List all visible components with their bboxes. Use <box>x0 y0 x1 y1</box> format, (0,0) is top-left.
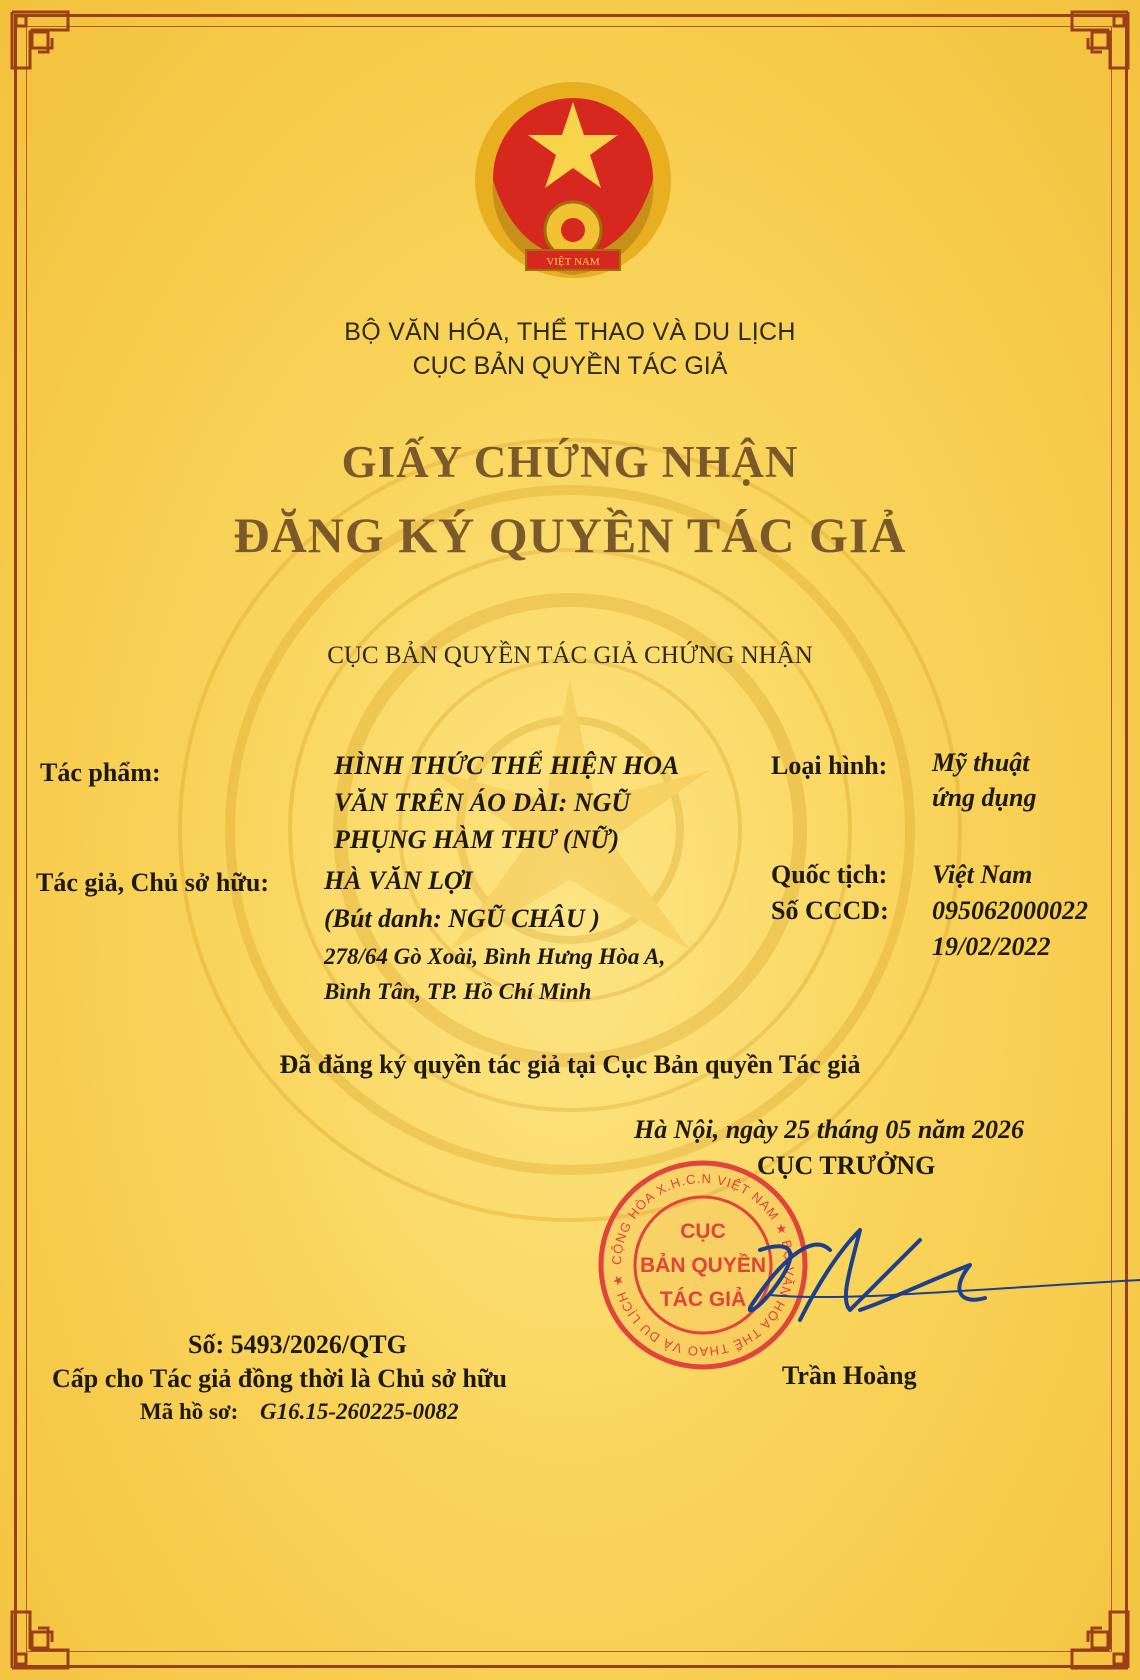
emblem-ribbon-text: VIỆT NAM <box>546 256 600 268</box>
nationality-value: Việt Nam <box>932 860 1033 889</box>
seal-center-line: CỤC <box>680 1220 726 1243</box>
author-label: Tác giả, Chủ sở hữu: <box>36 868 269 897</box>
type-label: Loại hình: <box>771 751 888 780</box>
author-name: HÀ VĂN LỢI <box>324 866 473 895</box>
position-title: CỤC TRƯỞNG <box>757 1151 936 1180</box>
seal-ring-text: CỘNG HÒA X.H.C.N VIỆT NAM ★ BỘ VĂN HÓA THỂ THAO VÀ DU LỊCH ★ <box>608 1170 798 1360</box>
dossier-label: Mã hồ sơ: <box>140 1399 239 1424</box>
address-line: Bình Tân, TP. Hồ Chí Minh <box>324 979 592 1004</box>
dossier-code: G16.15-260225-0082 <box>260 1399 459 1424</box>
certifies-line: CỤC BẢN QUYỀN TÁC GIẢ CHỨNG NHẬN <box>327 642 813 669</box>
pen-name: (Bút danh: NGŨ CHÂU ) <box>324 904 600 933</box>
handwritten-signature <box>700 1210 1140 1360</box>
certificate-number: Số: 5493/2026/QTG <box>188 1330 407 1359</box>
work-title-line: HÌNH THỨC THỂ HIỆN HOA <box>334 751 680 780</box>
issued-to: Cấp cho Tác giả đồng thời là Chủ sở hữu <box>52 1364 507 1393</box>
id-label: Số CCCD: <box>771 896 889 925</box>
type-value-line: ứng dụng <box>932 783 1037 812</box>
seal-center-line: BẢN QUYỀN <box>639 1254 767 1277</box>
corner-ornament <box>1052 8 1132 88</box>
registration-statement: Đã đăng ký quyền tác giả tại Cục Bản quyền Tác giả <box>279 1050 861 1079</box>
certificate-title: GIẤY CHỨNG NHẬN <box>341 437 799 487</box>
id-number: 095062000022 <box>932 896 1088 925</box>
work-label: Tác phẩm: <box>40 758 161 787</box>
corner-ornament <box>1052 1592 1132 1672</box>
type-value-line: Mỹ thuật <box>932 748 1030 777</box>
id-issue-date: 19/02/2022 <box>932 932 1051 961</box>
national-emblem-icon <box>468 80 678 290</box>
work-title-line: PHỤNG HÀM THƯ (NỮ) <box>334 825 620 854</box>
corner-ornament <box>8 1592 88 1672</box>
nationality-label: Quốc tịch: <box>771 860 888 889</box>
department-name: CỤC BẢN QUYỀN TÁC GIẢ <box>412 352 728 380</box>
work-title-line: VĂN TRÊN ÁO DÀI: NGŨ <box>334 788 631 817</box>
place-date: Hà Nội, ngày 25 tháng 05 năm 2026 <box>634 1115 1025 1144</box>
seal-center-line: TÁC GIẢ <box>659 1288 747 1311</box>
address-line: 278/64 Gò Xoài, Bình Hưng Hòa A, <box>324 944 666 969</box>
signer-name: Trần Hoàng <box>782 1361 917 1390</box>
certificate-subtitle: ĐĂNG KÝ QUYỀN TÁC GIẢ <box>233 507 907 563</box>
ministry-name: BỘ VĂN HÓA, THỂ THAO VÀ DU LỊCH <box>344 318 796 346</box>
corner-ornament <box>8 8 88 88</box>
